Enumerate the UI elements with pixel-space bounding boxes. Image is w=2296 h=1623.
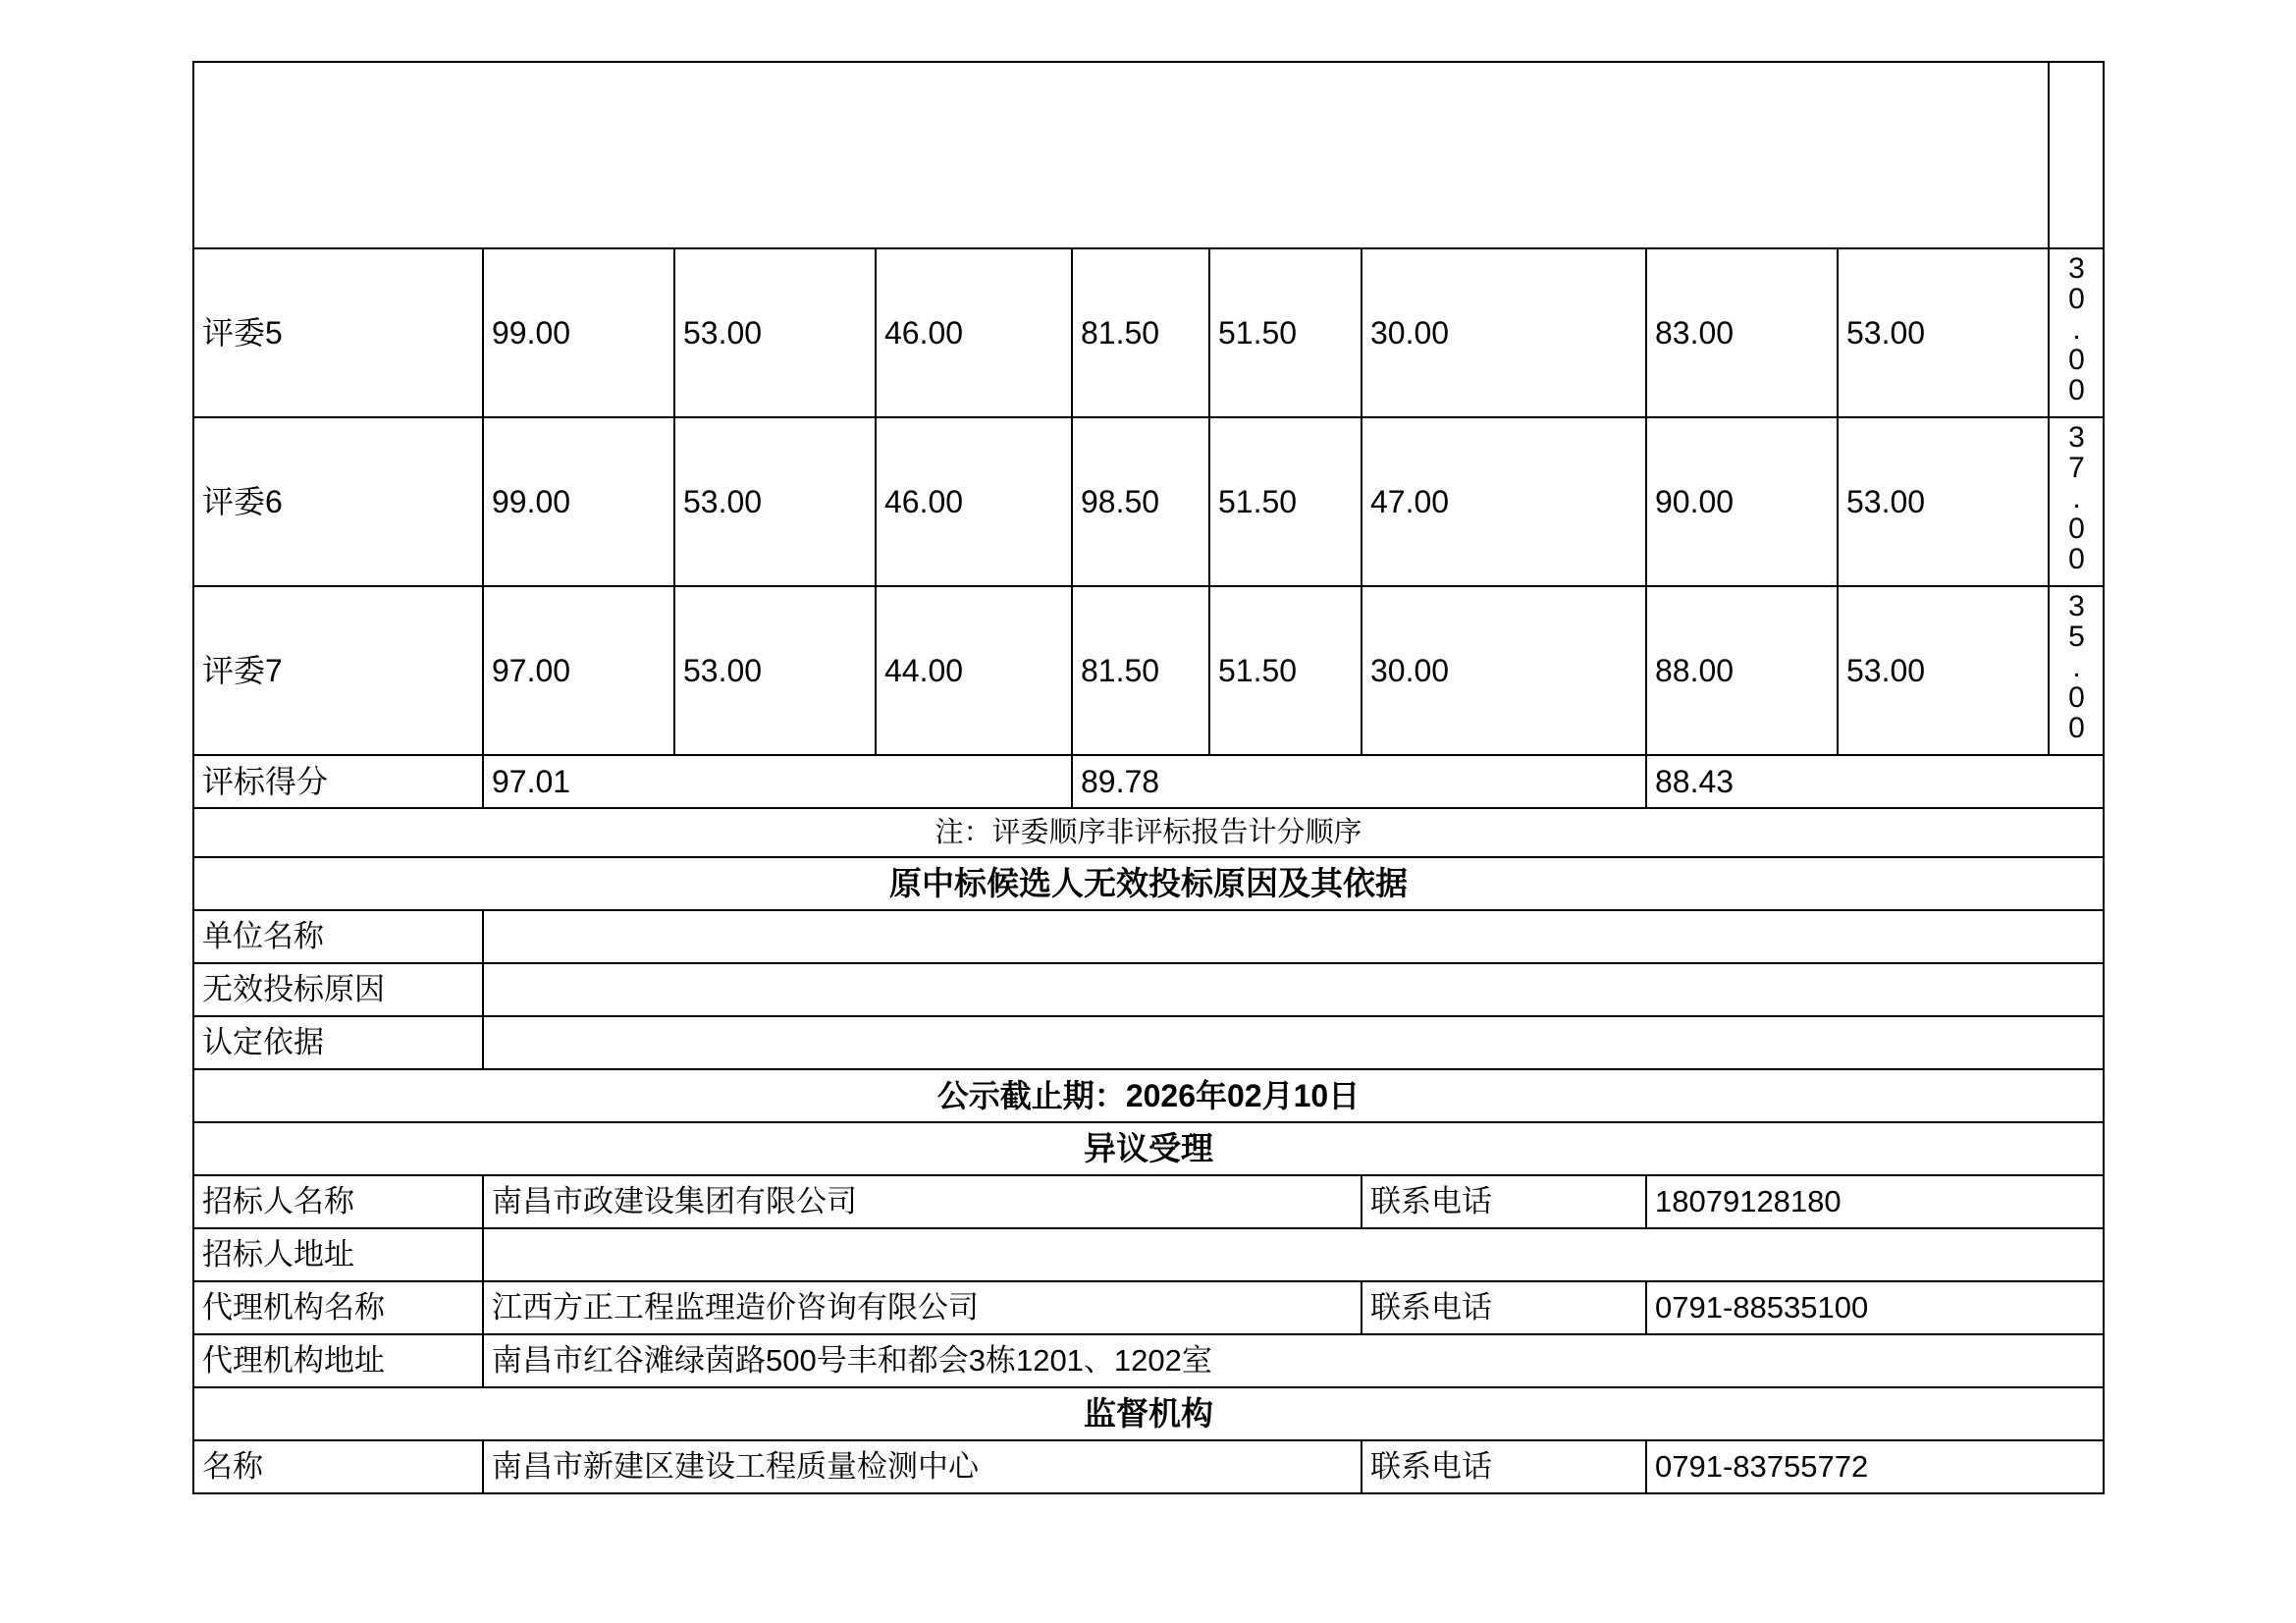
table-row: [193, 586, 2104, 755]
tenderer-address-value: [483, 1228, 2104, 1281]
judge-score: 51.50: [1209, 586, 1362, 755]
table-row: [193, 1016, 2104, 1069]
deadline-row: [193, 1069, 2104, 1122]
final-score-value-1: 97.01: [483, 755, 1072, 808]
deadline-cell: [193, 1069, 2104, 1122]
table-row: [193, 963, 2104, 1016]
judge-score-vertical: [2049, 586, 2104, 755]
judge-score-vertical-text: 35.00: [2060, 589, 2093, 742]
judge-score: 30.00: [1362, 586, 1646, 755]
table-row: [193, 1281, 2104, 1334]
table-row: [193, 1175, 2104, 1228]
invalid-basis-label: 认定依据: [193, 1016, 483, 1069]
judge-score: 46.00: [876, 417, 1072, 586]
table-row: [193, 1228, 2104, 1281]
invalid-reason-label: 无效投标原因: [193, 963, 483, 1016]
judge-score: 46.00: [876, 248, 1072, 417]
blank-area-narrow: [2049, 62, 2104, 248]
tenderer-address-label: 招标人地址: [193, 1228, 483, 1281]
final-score-value-3: 88.43: [1646, 755, 2104, 808]
judge-score: 44.00: [876, 586, 1072, 755]
judge-name: 评委5: [193, 248, 483, 417]
supervision-section-title: 监督机构: [193, 1387, 2104, 1440]
agency-phone-label: 联系电话: [1362, 1281, 1646, 1334]
final-score-row: [193, 755, 2104, 808]
judge-score: 53.00: [674, 417, 876, 586]
deadline-value: 2026年02月10日: [1125, 1078, 1361, 1113]
bid-evaluation-table: [192, 61, 2105, 1494]
supervision-name-value: 南昌市新建区建设工程质量检测中心: [483, 1440, 1362, 1493]
objection-section-title-row: [193, 1122, 2104, 1175]
judge-score: 53.00: [674, 248, 876, 417]
judge-score: 99.00: [483, 248, 674, 417]
agency-address-value: 南昌市红谷滩绿茵路500号丰和都会3栋1201、1202室: [483, 1334, 2104, 1387]
judge-score: 98.50: [1072, 417, 1209, 586]
note-row: [193, 808, 2104, 857]
blank-area: [193, 62, 2049, 248]
tenderer-phone-value: 18079128180: [1646, 1175, 2104, 1228]
judge-name: 评委6: [193, 417, 483, 586]
invalid-unit-name-label: 单位名称: [193, 910, 483, 963]
judge-score: 90.00: [1646, 417, 1838, 586]
agency-name-value: 江西方正工程监理造价咨询有限公司: [483, 1281, 1362, 1334]
judge-score: 51.50: [1209, 248, 1362, 417]
invalid-bid-section-title: 原中标候选人无效投标原因及其依据: [193, 857, 2104, 910]
judge-score-vertical-text: 30.00: [2060, 251, 2093, 405]
judge-score: 51.50: [1209, 417, 1362, 586]
judge-name: 评委7: [193, 586, 483, 755]
judge-score: 30.00: [1362, 248, 1646, 417]
judge-score: 81.50: [1072, 248, 1209, 417]
judge-score: 99.00: [483, 417, 674, 586]
judge-score: 97.00: [483, 586, 674, 755]
invalid-basis-value: [483, 1016, 2104, 1069]
supervision-phone-value: 0791-83755772: [1646, 1440, 2104, 1493]
invalid-unit-name-value: [483, 910, 2104, 963]
judge-score: 83.00: [1646, 248, 1838, 417]
table-row: [193, 1440, 2104, 1493]
judge-score: 53.00: [1838, 248, 2049, 417]
judge-score: 53.00: [1838, 586, 2049, 755]
supervision-phone-label: 联系电话: [1362, 1440, 1646, 1493]
final-score-label: 评标得分: [193, 755, 483, 808]
tenderer-name-value: 南昌市政建设集团有限公司: [483, 1175, 1362, 1228]
agency-address-label: 代理机构地址: [193, 1334, 483, 1387]
tenderer-phone-label: 联系电话: [1362, 1175, 1646, 1228]
tenderer-name-label: 招标人名称: [193, 1175, 483, 1228]
judge-score: 81.50: [1072, 586, 1209, 755]
table-row: [193, 1334, 2104, 1387]
table-row: [193, 910, 2104, 963]
invalid-reason-value: [483, 963, 2104, 1016]
deadline-label: 公示截止期：: [936, 1078, 1126, 1113]
note-text: 注：评委顺序非评标报告计分顺序: [193, 808, 2104, 857]
invalid-bid-section-title-row: [193, 857, 2104, 910]
judge-score: 47.00: [1362, 417, 1646, 586]
agency-name-label: 代理机构名称: [193, 1281, 483, 1334]
judge-score: 53.00: [674, 586, 876, 755]
table-row: [193, 417, 2104, 586]
supervision-name-label: 名称: [193, 1440, 483, 1493]
supervision-section-title-row: [193, 1387, 2104, 1440]
judge-score: 88.00: [1646, 586, 1838, 755]
judge-score-vertical-text: 37.00: [2060, 420, 2093, 573]
table-top-blank-row: [193, 62, 2104, 248]
judge-score: 53.00: [1838, 417, 2049, 586]
final-score-value-2: 89.78: [1072, 755, 1646, 808]
table-row: [193, 248, 2104, 417]
objection-section-title: 异议受理: [193, 1122, 2104, 1175]
judge-score-vertical: [2049, 417, 2104, 586]
agency-phone-value: 0791-88535100: [1646, 1281, 2104, 1334]
judge-score-vertical: [2049, 248, 2104, 417]
